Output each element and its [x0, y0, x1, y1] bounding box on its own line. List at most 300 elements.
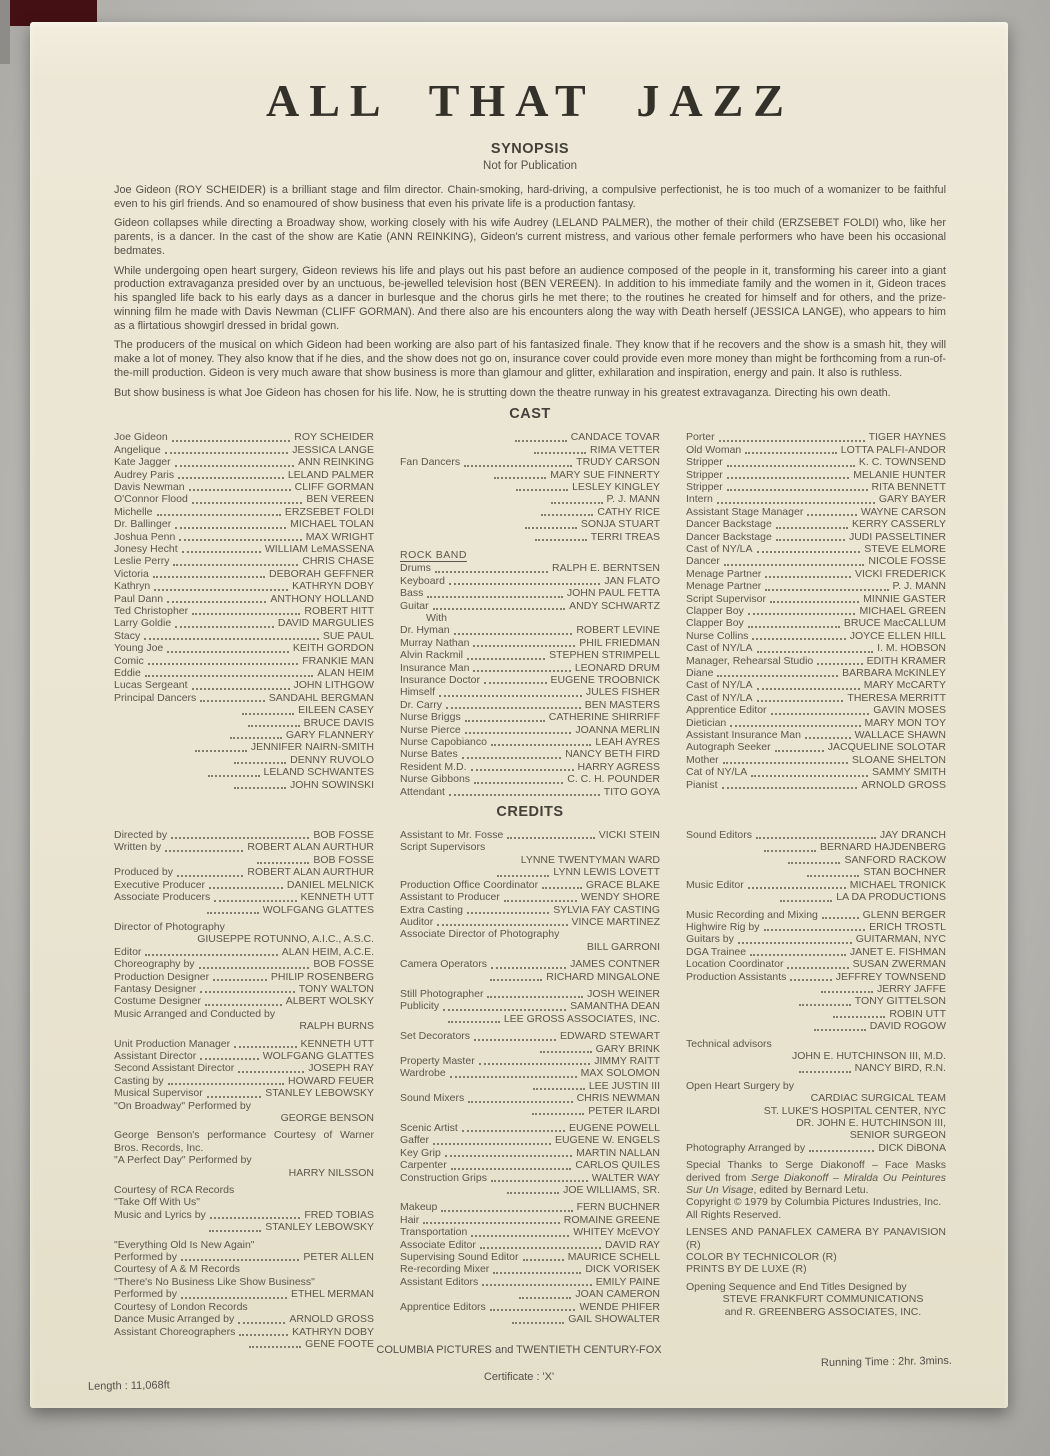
entry-continuation: [400, 506, 660, 518]
leader-dots: [535, 539, 587, 541]
leader-dots: [171, 837, 309, 839]
entry-row: [686, 704, 946, 716]
name-value: ROBIN UTT: [889, 1007, 946, 1020]
credits-columns: [114, 829, 946, 1350]
role-label: Lucas Sergeant: [114, 679, 188, 692]
leader-dots: [776, 539, 845, 541]
name-value: JOHN SOWINSKI: [289, 778, 374, 791]
synopsis-paragraph: Gideon collapses while directing a Broadway show, working closely with his wife Audrey (LELAND PALMER), the mother of their child (ERZSEBET FOLDI) who, like her parents, is a dancer. In the cast of the show are Katie (ANN REINKING), Gideon's current mistress, and various other female performers who have been his occasional bedmates.: [114, 217, 946, 257]
name-value: CATHY RICE: [597, 505, 660, 518]
entry-row: [686, 555, 946, 567]
entry-row: [400, 1251, 660, 1263]
role-label: Still Photographer: [400, 987, 484, 1000]
role-label: Editor: [114, 945, 142, 958]
entry-row: [114, 995, 374, 1007]
entry-row: [400, 1134, 660, 1146]
entry-row: [114, 841, 374, 853]
credits-column-2: [400, 829, 660, 1350]
name-value: P. J. MANN: [606, 493, 660, 506]
plain-text: Special Thanks to Serge Diakonoff – Face Masks derived from: [686, 1159, 946, 1184]
role-label: Kathryn: [114, 580, 151, 593]
name-value: ALAN HEIM, A.C.E.: [281, 945, 374, 958]
entry-row: [686, 829, 946, 841]
cast-column-3: [686, 431, 946, 798]
footer-studios: COLUMBIA PICTURES and TWENTIETH CENTURY-FOX: [376, 1344, 662, 1356]
name-value: EMILY PAINE: [595, 1275, 660, 1288]
entry-row: [400, 773, 660, 785]
leader-dots: [471, 769, 574, 771]
leader-dots: [757, 688, 860, 690]
name-value: SANFORD RACKOW: [844, 853, 946, 866]
name-value: WENDY SHORE: [580, 891, 660, 904]
role-label: Assistant to Producer: [400, 891, 500, 904]
name-value: WILLIAM LeMASSENA: [264, 542, 374, 555]
leader-dots: [446, 707, 581, 709]
entry-continuation: [400, 481, 660, 493]
entry-row: [114, 568, 374, 580]
entry-continuation: [400, 469, 660, 481]
entry-row: [686, 933, 946, 945]
leader-dots: [765, 576, 851, 578]
leader-dots: [207, 1096, 262, 1098]
entry-continuation: [114, 754, 374, 766]
entry-row: [400, 1055, 660, 1067]
role-label: Diane: [686, 667, 714, 679]
leader-dots: [719, 440, 865, 442]
leader-dots: [765, 589, 888, 591]
role-label: Script Supervisor: [686, 592, 766, 605]
leader-dots: [205, 1004, 282, 1006]
role-label: Jonesy Hecht: [114, 542, 178, 555]
role-label: Nurse Gibbons: [400, 773, 471, 786]
leader-dots: [157, 514, 281, 516]
name-value: ERICH TROSTL: [869, 920, 946, 933]
name-value: GAIL SHOWALTER: [568, 1313, 660, 1326]
name-value: HARRY AGRESS: [577, 760, 660, 773]
leader-dots: [238, 1322, 285, 1324]
role-label: Menage Partner: [686, 580, 762, 593]
role-label: Cast of NY/LA: [686, 542, 753, 555]
leader-dots: [427, 596, 563, 598]
role-label: Davis Newman: [114, 480, 185, 493]
role-label: Insurance Doctor: [400, 674, 480, 686]
entry-row: [400, 891, 660, 903]
leader-dots: [551, 502, 603, 504]
name-line: DR. JOHN E. HUTCHINSON III,: [796, 1117, 946, 1129]
name-value: P. J. MANN: [892, 580, 946, 593]
synopsis-subnote: Not for Publication: [483, 160, 577, 172]
name-value: JAN FLATO: [604, 574, 660, 587]
name-value: ROBERT ALAN AURTHUR: [247, 841, 374, 854]
entry-row: [114, 1075, 374, 1087]
cast-heading: CAST: [509, 406, 551, 423]
entry-row: [114, 891, 374, 903]
leader-dots: [722, 787, 858, 789]
synopsis-body: [114, 184, 946, 400]
name-value: JOHN PAUL FETTA: [566, 587, 660, 600]
entry-continuation: [400, 1105, 660, 1117]
entry-continuation: [686, 841, 946, 853]
entry-continuation: [400, 444, 660, 456]
name-value: PHILIP ROSENBERG: [270, 970, 374, 983]
name-value: DENNY RUVOLO: [290, 753, 374, 766]
leader-dots: [179, 539, 301, 541]
entry-row: [114, 531, 374, 543]
name-value: CHRIS CHASE: [302, 555, 374, 568]
entry-row: [400, 761, 660, 773]
name-value: ROBERT ALAN AURTHUR: [247, 866, 374, 879]
entry-row: [400, 988, 660, 1000]
name-value: DICK VORISEK: [585, 1263, 660, 1276]
leader-dots: [473, 670, 570, 672]
entry-row: [686, 580, 946, 592]
name-value: DICK DiBONA: [878, 1141, 946, 1154]
role-label: Dr. Hyman: [400, 624, 450, 637]
leader-dots: [822, 917, 859, 919]
role-label: Victoria: [114, 567, 149, 580]
entry-row: [114, 493, 374, 505]
entry-row: [400, 1201, 660, 1213]
entry-row: [114, 543, 374, 555]
role-label: Extra Casting: [400, 903, 464, 916]
plain-text: All Rights Reserved.: [686, 1208, 782, 1221]
entry-row: [114, 983, 374, 995]
text-block: [686, 1209, 946, 1221]
leader-dots: [480, 1247, 601, 1249]
role-label: Wardrobe: [400, 1067, 446, 1080]
entry-row: [686, 543, 946, 555]
leader-dots: [723, 762, 848, 764]
leader-dots: [764, 929, 866, 931]
leader-dots: [507, 1192, 559, 1194]
role-label: Assistant Director: [114, 1049, 197, 1062]
leader-dots: [474, 782, 563, 784]
role-label: Resident M.D.: [400, 760, 467, 773]
entry-row: [114, 469, 374, 481]
leader-dots: [799, 1004, 851, 1006]
entry-row: [686, 506, 946, 518]
name-value: JOE WILLIAMS, SR.: [563, 1184, 660, 1197]
role-label: Clapper Boy: [686, 604, 744, 617]
name-value: JANET E. FISHMAN: [849, 945, 946, 958]
name-value: SUE PAUL: [322, 629, 374, 642]
entry-continuation: [114, 766, 374, 778]
text-block: [686, 1263, 946, 1275]
entry-row: [686, 431, 946, 443]
leader-dots: [750, 954, 846, 956]
name-value: PETER ILARDI: [588, 1104, 660, 1117]
name-value: FERN BUCHNER: [576, 1201, 660, 1214]
leader-dots: [464, 465, 572, 467]
entry-row: [114, 642, 374, 654]
role-label: Assistant Editors: [400, 1275, 479, 1288]
leader-dots: [727, 465, 855, 467]
leader-dots: [523, 1259, 564, 1261]
entry-continuation: [400, 866, 660, 878]
leader-dots: [757, 651, 874, 653]
entry-continuation: [400, 518, 660, 530]
leader-dots: [441, 1210, 572, 1212]
leader-dots: [540, 1051, 592, 1053]
role-label: Assistant Choreographers: [114, 1325, 236, 1338]
name-value: MAX WRIGHT: [305, 530, 374, 543]
entry-row: [114, 630, 374, 642]
entry-continuation: [400, 1313, 660, 1325]
leader-dots: [727, 489, 868, 491]
role-line: Opening Sequence and End Titles Designed by: [686, 1280, 907, 1293]
leader-dots: [748, 613, 856, 615]
entry-continuation: [686, 891, 946, 903]
name-value: JIMMY RAITT: [594, 1054, 660, 1067]
entry-continuation: [114, 904, 374, 916]
leader-dots: [467, 912, 549, 914]
name-value: STANLEY LEBOWSKY: [265, 1221, 374, 1234]
leader-dots: [167, 651, 289, 653]
leader-dots: [833, 1016, 885, 1018]
cast-column-2: [400, 431, 660, 798]
leader-dots: [727, 477, 849, 479]
entry-continuation: [400, 493, 660, 505]
role-line: "Take Off With Us": [114, 1196, 201, 1209]
leader-dots: [181, 1259, 299, 1261]
leader-dots: [787, 967, 848, 969]
role-label: Casting by: [114, 1074, 164, 1087]
role-label: Murray Nathan: [400, 636, 470, 649]
group-heading: ROCK BAND: [400, 548, 467, 561]
leader-dots: [433, 608, 566, 610]
footer-certificate: Certificate : 'X': [483, 1371, 555, 1383]
name-value: JOAN CAMERON: [575, 1288, 660, 1301]
name-value: DAVID MARGULIES: [277, 617, 374, 630]
role-label: Porter: [686, 431, 715, 444]
role-label: Pianist: [686, 778, 718, 791]
leader-dots: [199, 967, 310, 969]
leader-dots: [745, 452, 837, 454]
name-value: JULES FISHER: [585, 686, 660, 699]
leader-dots: [230, 737, 282, 739]
role-label: Guitar: [400, 599, 429, 612]
name-value: ARNOLD GROSS: [289, 1313, 374, 1326]
leader-dots: [491, 967, 566, 969]
entry-row: [114, 605, 374, 617]
leader-dots: [445, 1155, 572, 1157]
name-value: KENNETH UTT: [300, 891, 374, 904]
leader-dots: [181, 1297, 287, 1299]
entry-row: [114, 667, 374, 679]
entry-row: [686, 593, 946, 605]
name-value: MARY McCARTY: [863, 679, 946, 692]
entry-row: [114, 1326, 374, 1338]
name-value: LYNN LEWIS LOVETT: [553, 866, 660, 879]
role-label: Dr. Carry: [400, 698, 442, 711]
name-value: MAX SOLOMON: [580, 1067, 660, 1080]
leader-dots: [525, 527, 577, 529]
text-block: [686, 1159, 946, 1196]
leader-dots: [450, 1076, 577, 1078]
leader-dots: [474, 1039, 556, 1041]
role-label: Attendant: [400, 785, 445, 798]
entry-continuation: [686, 866, 946, 878]
entry-row: [400, 1000, 660, 1012]
leader-dots: [175, 465, 295, 467]
text-block: [114, 1129, 374, 1154]
entry-row: [686, 766, 946, 778]
name-value: MICHAEL TOLAN: [290, 518, 374, 531]
name-value: ROMAINE GREENE: [563, 1213, 660, 1226]
role-label: Stripper: [686, 480, 723, 493]
italic-text: Serge Diakonoff – Miralda Ou Peintures Sur Un Visage: [686, 1171, 946, 1197]
leader-dots: [172, 440, 291, 442]
leader-dots: [788, 862, 840, 864]
entry-row: [400, 1239, 660, 1251]
entry-row: [400, 649, 660, 661]
role-label: Key Grip: [400, 1146, 441, 1159]
name-value: VICKI FREDERICK: [854, 567, 946, 580]
entry-row: [400, 1122, 660, 1134]
leader-dots: [195, 750, 247, 752]
role-label: O'Connor Flood: [114, 493, 188, 506]
name-value: PETER ALLEN: [303, 1251, 374, 1264]
name-value: KERRY CASSERLY: [852, 518, 946, 531]
leader-dots: [814, 1029, 866, 1031]
entry-row: [114, 829, 374, 841]
synopsis-paragraph: While undergoing open heart surgery, Gideon reviews his life and plays out his past before an audience composed of the people in it, transforming his career into a giant production extravaganza presided over by an unctuous, be-jewelled television host (BEN VEREEN). In addition to his immediate family and the women in it, Gideon traces his spangled life back to his early days as a dancer in burlesque and the chorus girls he met there; to the routines he created for himself and for others, and the prize-winning film he made with Davis Newman (CLIFF GORMAN). And there also are his encounters along the way with Death herself (JESSICA LANGE), who appears to him as a flirtatious showgirl dressed in bridal gown.: [114, 264, 946, 332]
role-label: Sound Mixers: [400, 1092, 465, 1105]
plain-text: PRINTS BY DE LUXE (R): [686, 1263, 807, 1276]
leader-dots: [757, 700, 844, 702]
text-block: [686, 1196, 946, 1208]
leader-dots: [516, 489, 568, 491]
role-label: Fantasy Designer: [114, 982, 197, 995]
footer-length: Length : 11,068ft: [87, 1379, 170, 1393]
leader-dots: [148, 663, 298, 665]
page-title: ALL THAT JAZZ: [266, 75, 794, 126]
entry-continuation: [114, 854, 374, 866]
name-value: SAMANTHA DEAN: [570, 1000, 660, 1013]
entry-row: [686, 456, 946, 468]
entry-row: [400, 711, 660, 723]
name-value: RALPH E. BERNTSEN: [552, 562, 660, 575]
entry-continuation: [400, 531, 660, 543]
name-value: K. C. TOWNSEND: [858, 456, 946, 469]
leader-dots: [173, 564, 298, 566]
entry-continuation: [114, 717, 374, 729]
leader-dots: [210, 1217, 301, 1219]
role-line: Open Heart Surgery by: [686, 1079, 794, 1092]
credits-column-1: [114, 829, 374, 1350]
role-label: Larry Goldie: [114, 617, 172, 630]
name-value: SAMMY SMITH: [872, 766, 946, 779]
name-value: TERRI TREAS: [590, 530, 660, 543]
leader-dots: [471, 1235, 569, 1237]
role-line: Courtesy of RCA Records: [114, 1184, 235, 1197]
name-line: HARRY NILSSON: [288, 1166, 374, 1179]
name-value: WALTER WAY: [591, 1171, 660, 1184]
entry-row: [400, 456, 660, 468]
leader-dots: [482, 1284, 592, 1286]
leader-dots: [145, 675, 314, 677]
leader-dots: [487, 996, 583, 998]
role-label: Written by: [114, 841, 162, 854]
entry-continuation: [114, 704, 374, 716]
name-line: ST. LUKE'S HOSPITAL CENTER, NYC: [763, 1104, 946, 1117]
entry-row: [686, 909, 946, 921]
leader-dots: [182, 551, 261, 553]
name-value: ANDY SCHWARTZ: [569, 599, 660, 612]
leader-dots: [507, 837, 594, 839]
role-label: Insurance Man: [400, 661, 470, 674]
leader-dots: [752, 638, 845, 640]
entry-row: [686, 667, 946, 679]
cast-columns: [114, 431, 946, 798]
name-value: VICKI STEIN: [598, 829, 660, 842]
leader-dots: [175, 527, 286, 529]
role-label: Location Coordinator: [686, 958, 784, 971]
leader-dots: [532, 1113, 584, 1115]
name-value: MINNIE GASTER: [863, 592, 946, 605]
leader-dots: [724, 564, 865, 566]
leader-dots: [214, 900, 296, 902]
name-value: STANLEY LEBOWSKY: [265, 1087, 374, 1100]
name-value: THERESA MERRITT: [847, 691, 946, 704]
entry-row: [400, 904, 660, 916]
leader-dots: [454, 633, 573, 635]
name-line: SENIOR SURGEON: [849, 1129, 946, 1142]
leader-dots: [807, 875, 859, 877]
role-label: Music and Lyrics by: [114, 1208, 206, 1221]
name-value: TIGER HAYNES: [868, 431, 946, 444]
synopsis-paragraph: But show business is what Joe Gideon has chosen for his life. Now, he is strutting down the theatre runway in his greatest extravaganza. Directing his own death.: [114, 386, 891, 399]
name-value: JAY DRANCH: [879, 829, 946, 842]
entry-row: [114, 518, 374, 530]
entry-row: [114, 1062, 374, 1074]
entry-row: [400, 575, 660, 587]
role-label: Keyboard: [400, 574, 445, 587]
name-value: LA DA PRODUCTIONS: [836, 891, 946, 904]
entry-continuation: [686, 995, 946, 1007]
entry-row: [114, 555, 374, 567]
entry-row: [114, 879, 374, 891]
name-value: ERZSEBET FOLDI: [284, 505, 374, 518]
name-value: KATHRYN DOBY: [292, 1325, 374, 1338]
role-label: Production Assistants: [686, 970, 787, 983]
leader-dots: [238, 1071, 304, 1073]
entry-row: [114, 456, 374, 468]
leader-dots: [465, 732, 572, 734]
role-label: Nurse Bates: [400, 748, 458, 761]
entry-row: [114, 506, 374, 518]
leader-dots: [154, 589, 288, 591]
leader-dots: [515, 440, 567, 442]
entry-row: [686, 481, 946, 493]
name-value: LEAH AYRES: [595, 736, 660, 749]
leader-dots: [473, 645, 575, 647]
role-label: Auditor: [400, 915, 434, 928]
role-label: Publicity: [400, 1000, 440, 1013]
leader-dots: [467, 658, 545, 660]
leader-dots: [770, 601, 859, 603]
leader-dots: [821, 991, 873, 993]
entry-row: [114, 692, 374, 704]
name-value: SLOANE SHELTON: [851, 753, 946, 766]
leader-dots: [771, 713, 870, 715]
entry-row: [400, 600, 660, 612]
role-label: Guitars by: [686, 933, 734, 946]
entry-row: [400, 1226, 660, 1238]
name-value: CARLOS QUILES: [575, 1159, 660, 1172]
leader-dots: [519, 1297, 571, 1299]
name-value: RITA BENNETT: [871, 480, 946, 493]
